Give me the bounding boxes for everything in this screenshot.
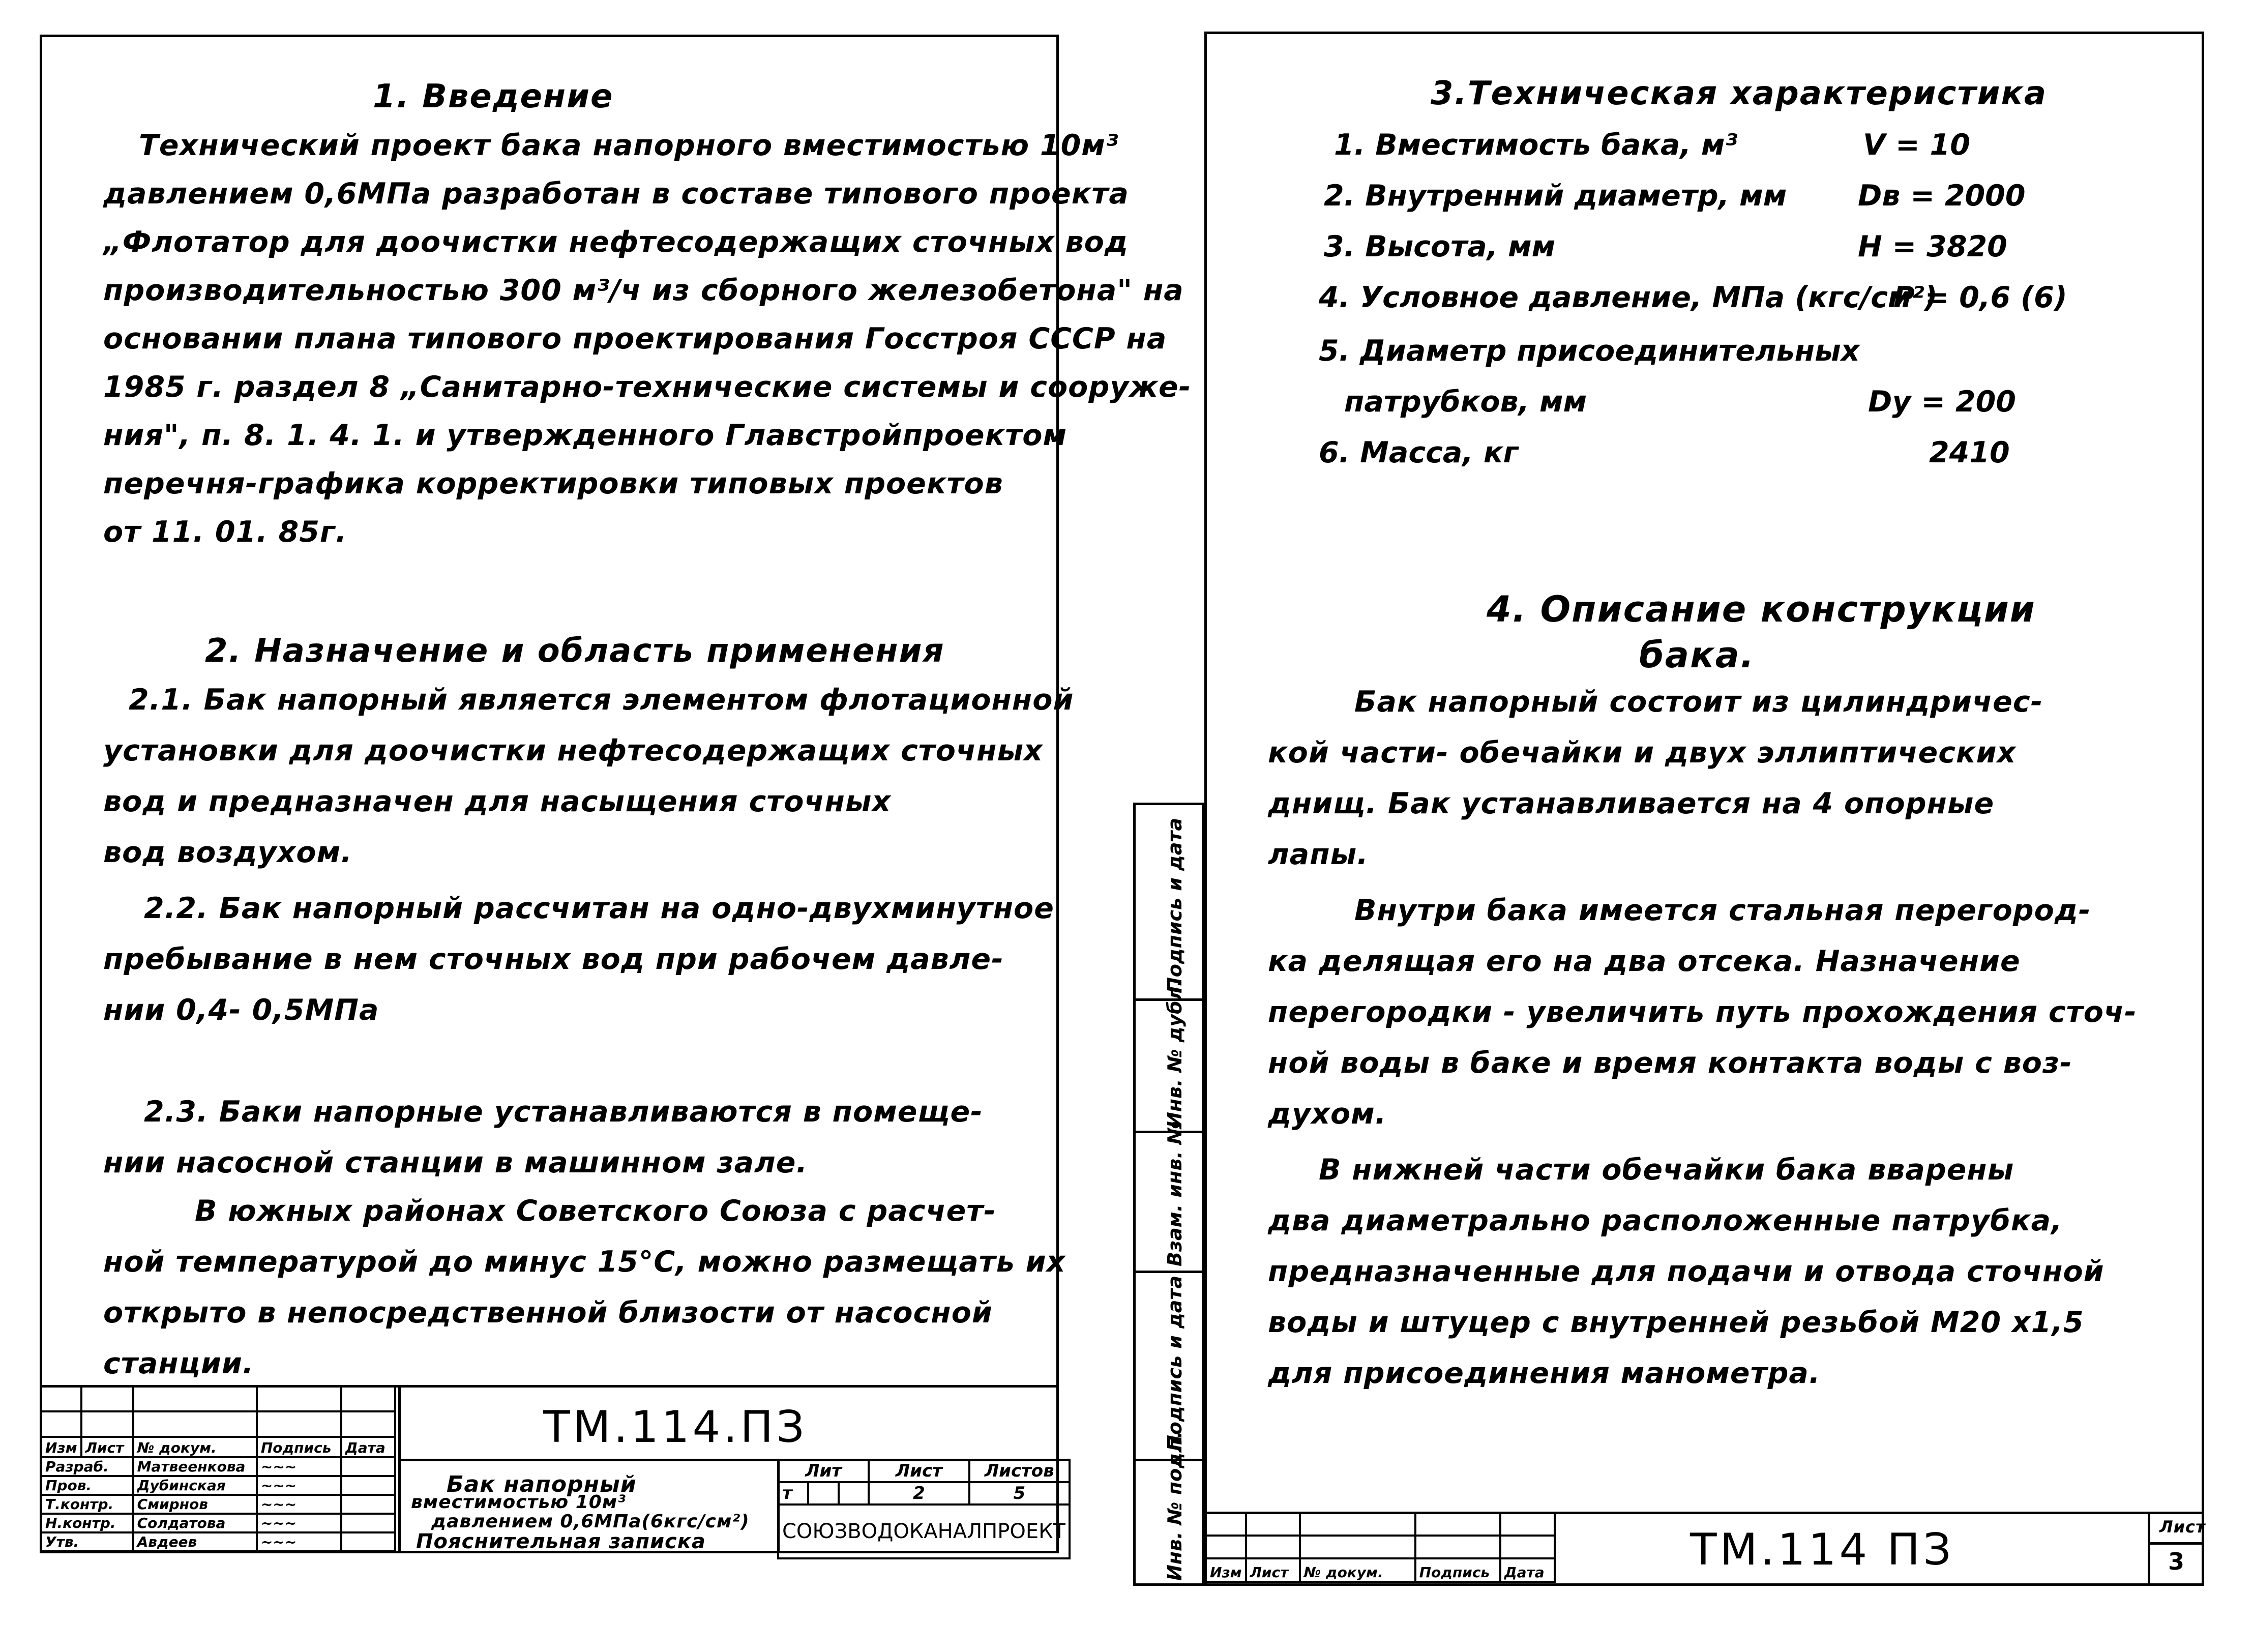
section-4-title-cont: бака. bbox=[1639, 634, 1755, 676]
signature: ~~~ bbox=[257, 1495, 341, 1514]
s4-line: предназначенные для подачи и отвода сточной bbox=[1268, 1255, 2104, 1288]
s2-line: нии 0,4- 0,5МПа bbox=[103, 993, 379, 1027]
description-cell bbox=[398, 1461, 780, 1553]
role: Н.контр. bbox=[41, 1514, 133, 1532]
document-code: ТМ.114 ПЗ bbox=[1690, 1524, 1954, 1575]
s1-line: „Флотатор для доочистки нефтесодержащих сточных вод bbox=[103, 225, 1129, 259]
person: Дубинская bbox=[133, 1476, 257, 1495]
doc-title-line: давлением 0,6МПа(6кгс/см²) bbox=[431, 1511, 750, 1532]
document-code: ТМ.114.ПЗ bbox=[543, 1402, 808, 1453]
code-cell bbox=[398, 1388, 1056, 1461]
s4-line: перегородки - увеличить путь прохождения сточ- bbox=[1268, 995, 2137, 1029]
spec-value: 2410 bbox=[1929, 436, 2010, 469]
col-doc: № докум. bbox=[1300, 1558, 1415, 1582]
section-2-title: 2. Назначение и область применения bbox=[205, 632, 945, 670]
revision-table bbox=[40, 1385, 396, 1552]
col-sign: Подпись bbox=[1415, 1558, 1500, 1582]
spec-value: V = 10 bbox=[1863, 128, 1970, 162]
role: Т.контр. bbox=[41, 1495, 133, 1514]
section-4-title: 4. Описание конструкции bbox=[1487, 588, 2036, 630]
s2-line: вод воздухом. bbox=[103, 836, 352, 869]
s4-line: Бак напорный состоит из цилиндричес- bbox=[1354, 685, 2043, 719]
s2-line: В южных районах Советского Союза с расчет- bbox=[195, 1194, 996, 1228]
lists-value: 5 bbox=[969, 1482, 1070, 1504]
side-label: Инв. № дубл. bbox=[1164, 979, 1186, 1128]
s4-line: Внутри бака имеется стальная перегород- bbox=[1354, 894, 2091, 927]
s4-line: кой части- обечайки и двух эллиптических bbox=[1268, 736, 2017, 770]
sheet-info-table bbox=[777, 1459, 1071, 1559]
section-1-title: 1. Введение bbox=[373, 78, 614, 115]
side-label: Подпись и дата bbox=[1164, 1275, 1186, 1451]
s1-line: производительностью 300 м³/ч из сборного железобетона" на bbox=[103, 274, 1184, 307]
person: Смирнов bbox=[133, 1495, 257, 1514]
s2-line: станции. bbox=[103, 1347, 254, 1380]
s1-line: от 11. 01. 85г. bbox=[103, 515, 347, 549]
spec-label: 1. Вместимость бака, м³ bbox=[1334, 128, 1738, 162]
doc-title-line: Бак напорный bbox=[447, 1471, 637, 1497]
col-date: Дата bbox=[1500, 1558, 1555, 1582]
lit-label: Лит bbox=[778, 1460, 869, 1482]
spec-value: P = 0,6 (6) bbox=[1893, 281, 2067, 314]
s1-line: ния", п. 8. 1. 4. 1. и утвержденного Главстройпроектом bbox=[103, 419, 1068, 452]
side-cell bbox=[1133, 1121, 1204, 1273]
doc-title-line: вместимостью 10м³ bbox=[411, 1492, 627, 1513]
spec-label: 5. Диаметр присоединительных bbox=[1319, 334, 1860, 368]
s1-line: 1985 г. раздел 8 „Санитарно-технические системы и сооруже- bbox=[103, 370, 1192, 404]
col-date: Дата bbox=[341, 1437, 395, 1457]
s1-line: давлением 0,6МПа разработан в составе типового проекта bbox=[103, 177, 1129, 211]
side-cell bbox=[1133, 979, 1204, 1133]
title-block bbox=[1207, 1512, 2206, 1583]
s2-line: открыто в непосредственной близости от насосной bbox=[103, 1296, 993, 1330]
s4-line: ной воды в баке и время контакта воды с воз- bbox=[1268, 1046, 2072, 1080]
s2-line: 2.3. Баки напорные устанавливаются в помеще- bbox=[144, 1095, 983, 1129]
role: Разраб. bbox=[41, 1457, 133, 1476]
s4-line: два диаметрально расположенные патрубка, bbox=[1268, 1204, 2063, 1237]
col-list: Лист bbox=[81, 1437, 133, 1457]
lit-value: т bbox=[778, 1482, 808, 1504]
side-label: Подпись и дата bbox=[1164, 817, 1186, 993]
role: Пров. bbox=[41, 1476, 133, 1495]
title-block bbox=[42, 1385, 1065, 1553]
person: Солдатова bbox=[133, 1514, 257, 1532]
list-value: 2 bbox=[869, 1482, 969, 1504]
spec-label: 4. Условное давление, МПа (кгс/см²) bbox=[1319, 281, 1938, 314]
s2-line: ной температурой до минус 15°С, можно размещать их bbox=[103, 1245, 1066, 1279]
lists-label: Листов bbox=[969, 1460, 1070, 1482]
section-3-title: 3.Техническая характеристика bbox=[1431, 75, 2048, 112]
spec-label: 2. Внутренний диаметр, мм bbox=[1324, 179, 1787, 213]
s2-line: пребывание в нем сточных вод при рабочем давле- bbox=[103, 942, 1004, 976]
s2-line: установки для доочистки нефтесодержащих сточных bbox=[103, 734, 1043, 768]
s4-line: ка делящая его на два отсека. Назначение bbox=[1268, 945, 2021, 978]
signature: ~~~ bbox=[257, 1476, 341, 1495]
s4-line: днищ. Бак устанавливается на 4 опорные bbox=[1268, 787, 1995, 820]
s2-line: 2.2. Бак напорный рассчитан на одно-двухминутное bbox=[144, 892, 1054, 925]
col-list: Лист bbox=[1246, 1558, 1300, 1582]
side-cell bbox=[1133, 803, 1204, 1001]
spec-value: Dв = 2000 bbox=[1858, 179, 2026, 213]
role: Утв. bbox=[41, 1532, 133, 1551]
s1-line: Технический проект бака напорного вместимостью 10м³ bbox=[139, 129, 1119, 162]
s2-line: 2.1. Бак напорный является элементом флотационной bbox=[129, 683, 1074, 717]
signature: ~~~ bbox=[257, 1514, 341, 1532]
signature: ~~~ bbox=[257, 1457, 341, 1476]
spec-value: Dу = 200 bbox=[1868, 385, 2016, 419]
sheet-number: 3 bbox=[2168, 1548, 2185, 1575]
spec-value: H = 3820 bbox=[1858, 230, 2007, 263]
s2-line: вод и предназначен для насыщения сточных bbox=[103, 785, 892, 818]
side-cell bbox=[1133, 1431, 1204, 1586]
spec-label: 6. Масса, кг bbox=[1319, 436, 1519, 469]
spec-label: патрубков, мм bbox=[1344, 385, 1587, 419]
list-label: Лист bbox=[869, 1460, 969, 1482]
side-label: Взам. инв. № bbox=[1164, 1121, 1186, 1266]
side-label: Инв. № подл. bbox=[1164, 1431, 1186, 1581]
s4-line: лапы. bbox=[1268, 838, 1369, 871]
document-sheet-2 bbox=[1204, 32, 2204, 1586]
sheet-number-cell bbox=[2148, 1514, 2206, 1583]
person: Матвеенкова bbox=[133, 1457, 257, 1476]
s4-line: для присоединения манометра. bbox=[1268, 1356, 1821, 1390]
sheet-label: Лист bbox=[2159, 1517, 2206, 1537]
side-stamp bbox=[1133, 803, 1204, 1586]
spec-label: 3. Высота, мм bbox=[1324, 230, 1556, 263]
organization: СОЮЗВОДОКАНАЛПРОЕКТ bbox=[778, 1504, 1070, 1558]
s2-line: нии насосной станции в машинном зале. bbox=[103, 1146, 808, 1179]
s4-line: духом. bbox=[1268, 1097, 1387, 1131]
person: Авдеев bbox=[133, 1532, 257, 1551]
s4-line: В нижней части обечайки бака вварены bbox=[1319, 1153, 2014, 1187]
signature: ~~~ bbox=[257, 1532, 341, 1551]
revision-table bbox=[1205, 1512, 1556, 1583]
col-doc: № докум. bbox=[133, 1437, 257, 1457]
s1-line: основании плана типового проектирования Госстроя СССР на bbox=[103, 322, 1167, 356]
s1-line: перечня-графика корректировки типовых проектов bbox=[103, 467, 1003, 500]
col-sign: Подпись bbox=[257, 1437, 341, 1457]
doc-title-line: Пояснительная записка bbox=[416, 1530, 706, 1553]
col-izm: Изм bbox=[1206, 1558, 1246, 1582]
s4-line: воды и штуцер с внутренней резьбой М20 х1,5 bbox=[1268, 1306, 2084, 1339]
col-izm: Изм bbox=[41, 1437, 81, 1457]
